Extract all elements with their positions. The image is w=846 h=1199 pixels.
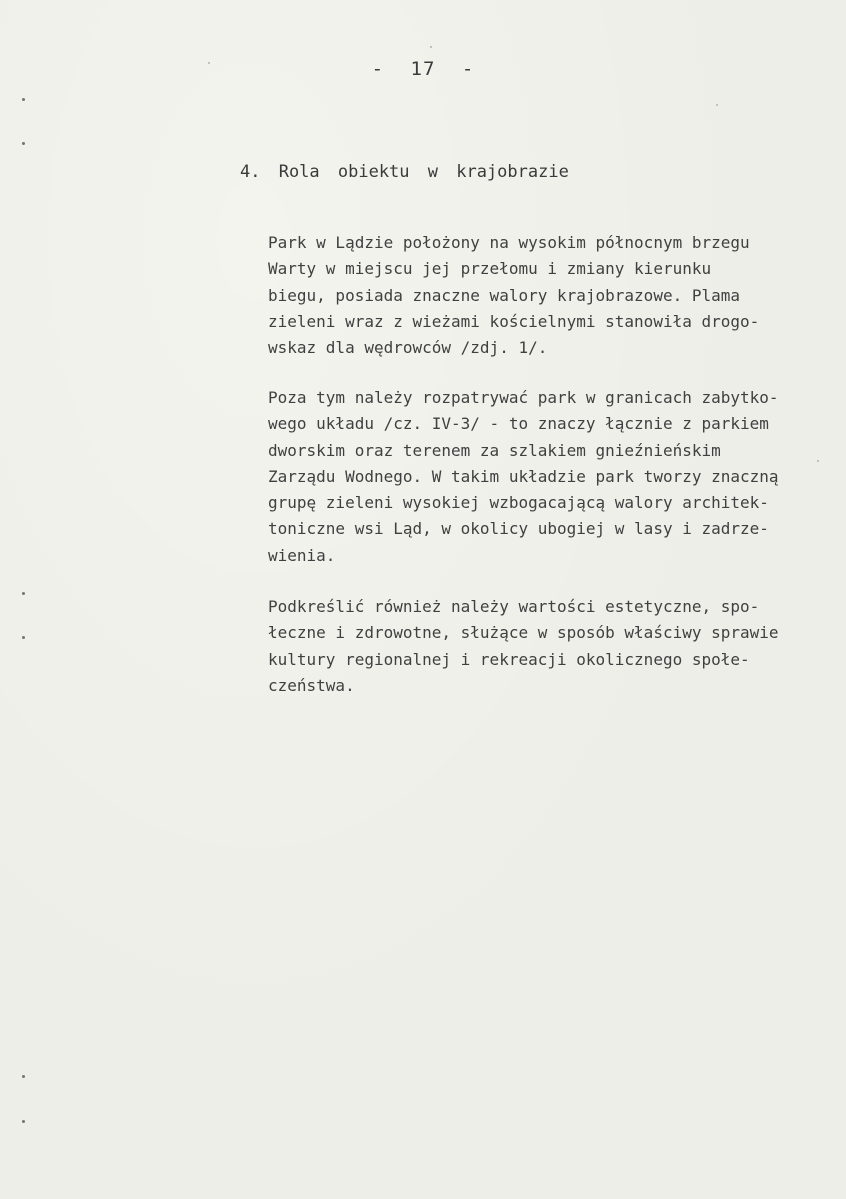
text-line: Poza tym należy rozpatrywać park w granicach zabytko- bbox=[268, 388, 779, 407]
paragraph-landscape-value bbox=[268, 230, 828, 361]
section-heading: 4. Rola obiektu w krajobrazie bbox=[240, 162, 569, 182]
text-line: łeczne i zdrowotne, służące w sposób właściwy sprawie bbox=[268, 623, 779, 643]
text-line: wego układu /cz. IV-3/ - to znaczy łącznie z parkiem bbox=[268, 414, 769, 434]
text-line: Warty w miejscu jej przełomu i zmiany kierunku bbox=[268, 259, 712, 279]
margin-mark bbox=[22, 592, 25, 595]
paper-speck bbox=[430, 46, 432, 48]
text-line: grupę zieleni wysokiej wzbogacającą walory architek- bbox=[268, 493, 769, 513]
text-line: Zarządu Wodnego. W takim układzie park tworzy znaczną bbox=[268, 466, 779, 486]
text-line: Park w Lądzie położony na wysokim północnym brzegu bbox=[268, 233, 750, 252]
paper-speck bbox=[716, 104, 718, 106]
text-line: Podkreślić również należy wartości estetyczne, spo- bbox=[268, 597, 760, 616]
margin-mark bbox=[22, 142, 25, 145]
text-line: kultury regionalnej i rekreacji okolicznego społe- bbox=[268, 649, 750, 669]
margin-mark bbox=[22, 636, 25, 639]
text-line: dworskim oraz terenem za szlakiem gnieźnieńskim bbox=[268, 440, 721, 460]
paragraph-historic-layout bbox=[268, 385, 828, 569]
text-line: toniczne wsi Ląd, w okolicy ubogiej w lasy i zadrze- bbox=[268, 519, 769, 539]
text-line: wienia. bbox=[268, 545, 336, 565]
page-number: - 17 - bbox=[371, 58, 475, 80]
margin-mark bbox=[22, 1075, 25, 1078]
margin-mark bbox=[22, 1120, 25, 1123]
text-line: biegu, posiada znaczne walory krajobrazowe. Plama bbox=[268, 285, 741, 305]
text-line: czeństwa. bbox=[268, 675, 355, 695]
text-line: zieleni wraz z wieżami kościelnymi stanowiła drogo- bbox=[268, 311, 760, 331]
text-line: wskaz dla wędrowców /zdj. 1/. bbox=[268, 338, 548, 358]
margin-mark bbox=[22, 98, 25, 101]
paragraph-social-values bbox=[268, 594, 828, 699]
